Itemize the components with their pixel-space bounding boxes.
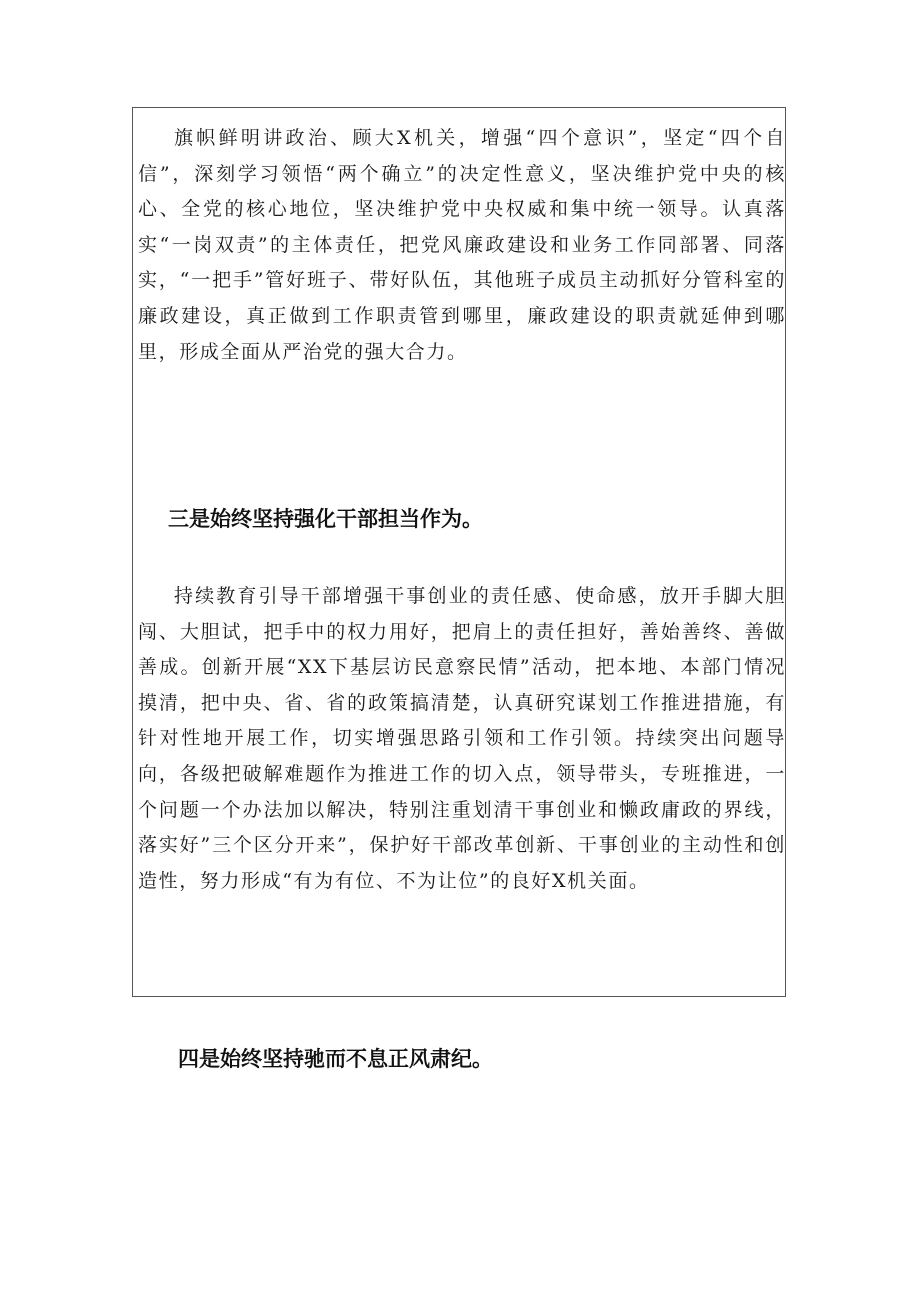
body-paragraph: 旗帜鲜明讲政治、顾大X机关，增强“四个意识”，坚定“四个自信”，深刻学习领悟“两个确立”的决定性意义，坚决维护党中央的核心、全党的核心地位，坚决维护党中央权威和集中统一领导。认真落实“一岗双责”的主体责任，把党风廉政建设和业务工作同部署、同落实，“一把手”管好班子、带好队伍，其他班子成员主动抓好分管科室的廉政建设，真正做到工作职责管到哪里，廉政建设的职责就延伸到哪里，形成全面从严治党的强大合力。 xyxy=(138,127,786,363)
section-heading: 四是始终坚持驰而不息正风肃纪。 xyxy=(178,1047,493,1071)
section-heading: 三是始终坚持强化干部担当作为。 xyxy=(168,507,483,531)
body-paragraph: 持续教育引导干部增强干事创业的责任感、使命感，放开手脚大胆闯、大胆试，把手中的权力用好，把肩上的责任担好，善始善终、善做善成。创新开展“XX下基层访民意察民情”活动，把本地、本部门情况摸清，把中央、省、省的政策搞清楚，认真研究谋划工作推进措施，有针对性地开展工作，切实增强思路引领和工作引领。持续突出问题导向，各级把破解难题作为推进工作的切入点，领导带头，专班推进，一个问题一个办法加以解决，特别注重划清干事创业和懒政庸政的界线，落实好”三个区分开来”，保护好干部改革创新、干事创业的主动性和创造性，努力形成“有为有位、不为让位”的良好X机关面。 xyxy=(138,585,786,892)
